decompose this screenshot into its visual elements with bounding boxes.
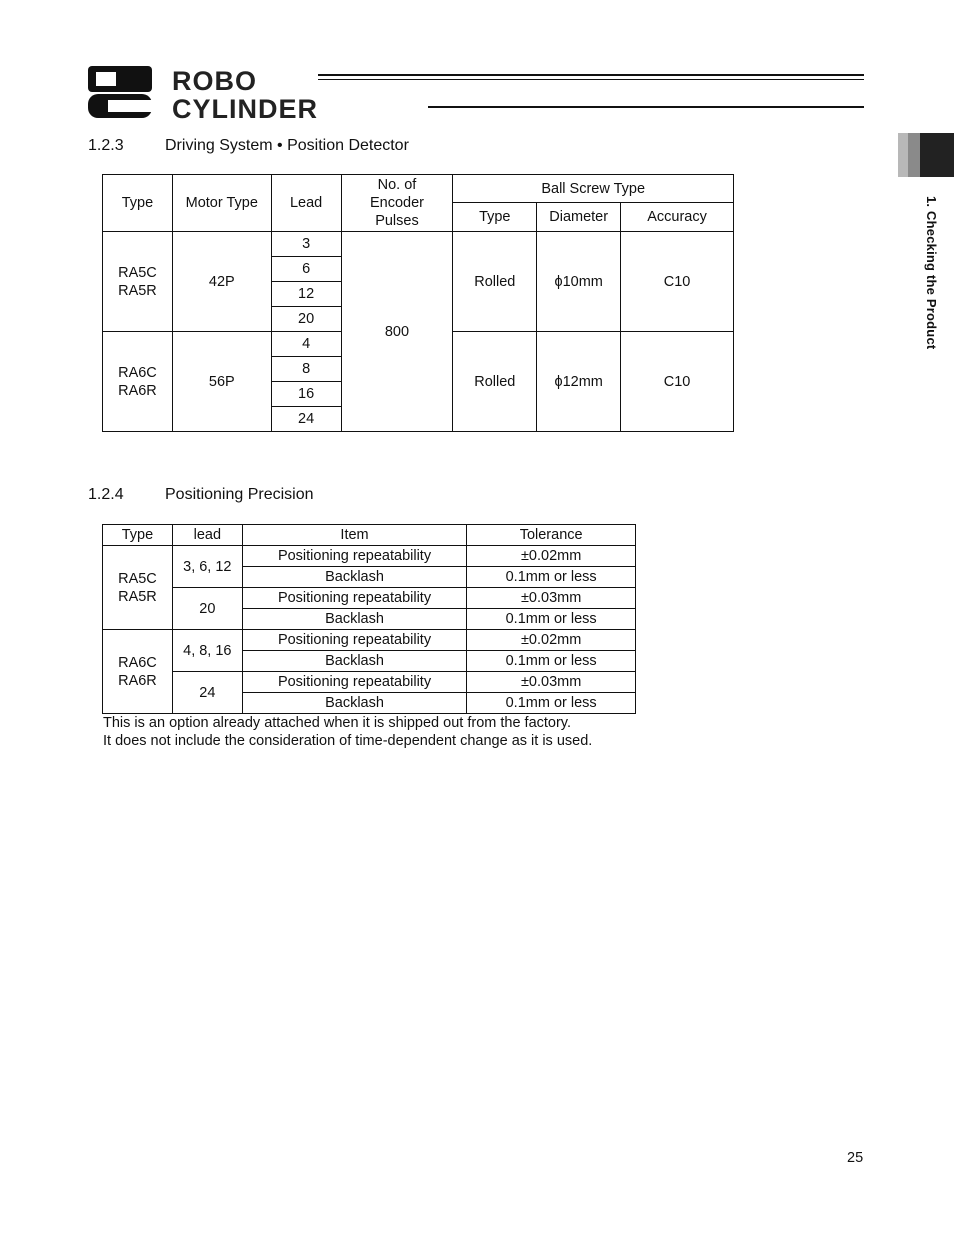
bs-type-cell: Rolled [453,232,537,332]
item-cell: Backlash [242,567,467,588]
header-motor-type: Motor Type [172,175,271,232]
table-row [103,588,636,609]
table-row [103,672,636,693]
positioning-precision-table [102,524,636,714]
lead-cell: 20 [172,588,242,630]
lead-cell: 4, 8, 16 [172,630,242,672]
item-cell: Positioning repeatability [242,630,467,651]
header-lead: lead [172,525,242,546]
side-tab-mid [908,133,920,177]
diameter-cell: ϕ12mm [537,332,621,432]
lead-cell: 6 [271,257,341,282]
header-item: Item [242,525,467,546]
driving-system-table [102,174,734,432]
lead-cell: 3 [271,232,341,257]
section-title: Driving System • Position Detector [165,137,409,154]
tolerance-cell: ±0.03mm [467,672,636,693]
side-tab-dark [920,133,954,177]
header-lead: Lead [271,175,341,232]
header-type: Type [103,175,173,232]
tolerance-cell: ±0.02mm [467,630,636,651]
lead-cell: 3, 6, 12 [172,546,242,588]
logo-text-robo: ROBO [172,66,257,96]
section-number: 1.2.3 [88,137,124,154]
accuracy-cell: C10 [621,232,734,332]
lead-cell: 24 [172,672,242,714]
lead-cell: 12 [271,282,341,307]
item-cell: Backlash [242,651,467,672]
accuracy-cell: C10 [621,332,734,432]
lead-cell: 16 [271,382,341,407]
chapter-side-label: 1. Checking the Product [924,196,939,350]
section-heading-1-2-3 [88,137,409,155]
tolerance-cell: ±0.02mm [467,546,636,567]
type-cell: RA5C RA5R [103,232,173,332]
lead-cell: 4 [271,332,341,357]
header-bs-diameter: Diameter [537,203,621,232]
header-bs-accuracy: Accuracy [621,203,734,232]
header-rule-top-2 [318,79,864,80]
item-cell: Backlash [242,609,467,630]
lead-cell: 8 [271,357,341,382]
motor-type-cell: 56P [172,332,271,432]
tolerance-cell: 0.1mm or less [467,693,636,714]
header-encoder-pulses: No. of Encoder Pulses [341,175,453,232]
item-cell: Positioning repeatability [242,588,467,609]
tolerance-cell: 0.1mm or less [467,567,636,588]
header-rule-bottom [428,106,864,108]
table-row [103,546,636,567]
diameter-cell: ϕ10mm [537,232,621,332]
tolerance-cell: 0.1mm or less [467,651,636,672]
item-cell: Positioning repeatability [242,672,467,693]
logo-text-cylinder: CYLINDER [172,94,319,120]
section-title: Positioning Precision [165,486,314,503]
lead-cell: 20 [271,307,341,332]
header-ball-screw-type: Ball Screw Type [453,175,734,203]
section-number: 1.2.4 [88,486,124,503]
tolerance-cell: 0.1mm or less [467,609,636,630]
type-cell: RA6C RA6R [103,630,173,714]
encoder-pulses-cell: 800 [341,232,453,432]
header-bs-type: Type [453,203,537,232]
header-type: Type [103,525,173,546]
bs-type-cell: Rolled [453,332,537,432]
side-tab-light [898,133,908,177]
item-cell: Backlash [242,693,467,714]
table-row [103,630,636,651]
item-cell: Positioning repeatability [242,546,467,567]
page-number: 25 [847,1150,864,1166]
header-rule-top-1 [318,74,864,76]
type-cell: RA5C RA5R [103,546,173,630]
note-line-2: It does not include the consideration of time-dependent change as it is used. [103,733,593,749]
type-cell: RA6C RA6R [103,332,173,432]
lead-cell: 24 [271,407,341,432]
header-tolerance: Tolerance [467,525,636,546]
section-heading-1-2-4 [88,486,314,504]
motor-type-cell: 42P [172,232,271,332]
tolerance-cell: ±0.03mm [467,588,636,609]
table-row [103,232,734,257]
note-line-1: This is an option already attached when it is shipped out from the factory. [103,715,572,731]
